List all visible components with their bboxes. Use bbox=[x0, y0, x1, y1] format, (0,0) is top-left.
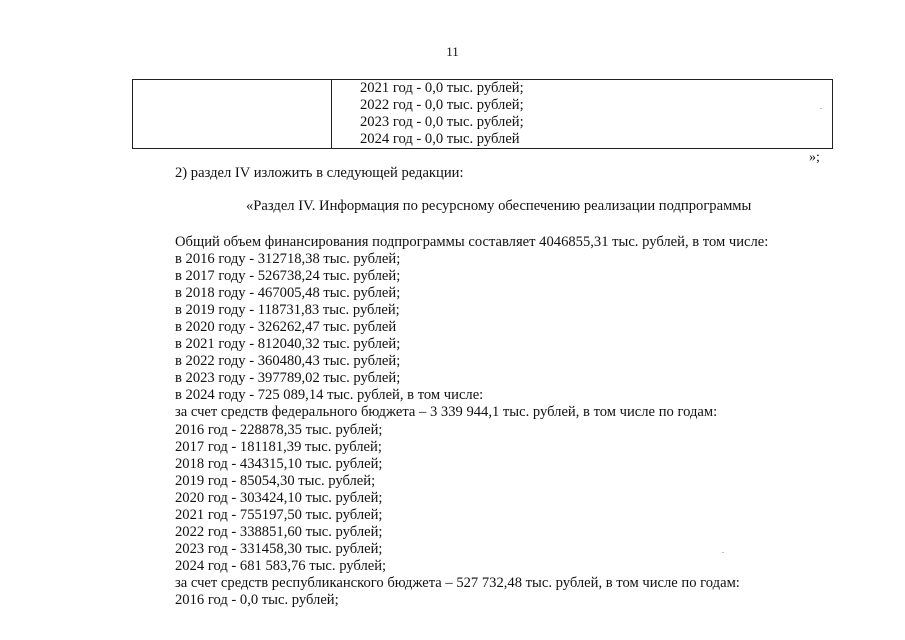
text-line: в 2020 году - 326262,47 тыс. рублей bbox=[175, 319, 397, 336]
text-line: в 2021 году - 812040,32 тыс. рублей; bbox=[175, 336, 401, 353]
text-line: за счет средств республиканского бюджета – 527 732,48 тыс. рублей, в том числе по годам: bbox=[175, 574, 740, 591]
text-line: 2022 год - 338851,60 тыс. рублей; bbox=[175, 523, 383, 540]
text-line: 2020 год - 303424,10 тыс. рублей; bbox=[175, 489, 383, 506]
table-line: 2024 год - 0,0 тыс. рублей bbox=[360, 131, 520, 147]
text-line: 2019 год - 85054,30 тыс. рублей; bbox=[175, 472, 376, 489]
funding-text bbox=[175, 234, 768, 609]
scan-speck bbox=[820, 108, 822, 109]
text-line: в 2019 году - 118731,83 тыс. рублей; bbox=[175, 302, 400, 319]
scan-speck bbox=[722, 552, 724, 553]
text-line: 2023 год - 331458,30 тыс. рублей; bbox=[175, 540, 383, 557]
table-line: 2021 год - 0,0 тыс. рублей; bbox=[360, 80, 524, 96]
text-line: 2016 год - 228878,35 тыс. рублей; bbox=[175, 421, 383, 438]
text-line: в 2023 году - 397789,02 тыс. рублей; bbox=[175, 370, 401, 387]
previous-table bbox=[132, 79, 833, 149]
text-line: 2021 год - 755197,50 тыс. рублей; bbox=[175, 506, 383, 523]
table-right-cell bbox=[332, 80, 833, 149]
text-line: за счет средств федерального бюджета – 3 339 944,1 тыс. рублей, в том числе по годам: bbox=[175, 404, 718, 421]
table-line: 2022 год - 0,0 тыс. рублей; bbox=[360, 97, 524, 113]
text-line: Общий объем финансирования подпрограммы составляет 4046855,31 тыс. рублей, в том числе: bbox=[175, 234, 769, 250]
text-line: в 2022 году - 360480,43 тыс. рублей; bbox=[175, 353, 401, 370]
section-title: «Раздел IV. Информация по ресурсному обеспечению реализации подпрограммы bbox=[246, 198, 752, 214]
text-line: 2016 год - 0,0 тыс. рублей; bbox=[175, 591, 339, 608]
text-line: в 2024 году - 725 089,14 тыс. рублей, в том числе: bbox=[175, 387, 484, 404]
closing-quote: »; bbox=[809, 150, 820, 165]
text-line: 2017 год - 181181,39 тыс. рублей; bbox=[175, 438, 382, 455]
text-line: 2024 год - 681 583,76 тыс. рублей; bbox=[175, 557, 387, 574]
text-line: в 2016 году - 312718,38 тыс. рублей; bbox=[175, 251, 401, 268]
table-line: 2023 год - 0,0 тыс. рублей; bbox=[360, 114, 524, 130]
table-left-cell bbox=[133, 80, 332, 149]
amendment-item: 2) раздел IV изложить в следующей редакции: bbox=[175, 165, 464, 181]
text-line: в 2018 году - 467005,48 тыс. рублей; bbox=[175, 285, 401, 302]
page-number: 11 bbox=[446, 44, 459, 59]
text-line: 2018 год - 434315,10 тыс. рублей; bbox=[175, 455, 383, 472]
text-line: в 2017 году - 526738,24 тыс. рублей; bbox=[175, 268, 401, 285]
